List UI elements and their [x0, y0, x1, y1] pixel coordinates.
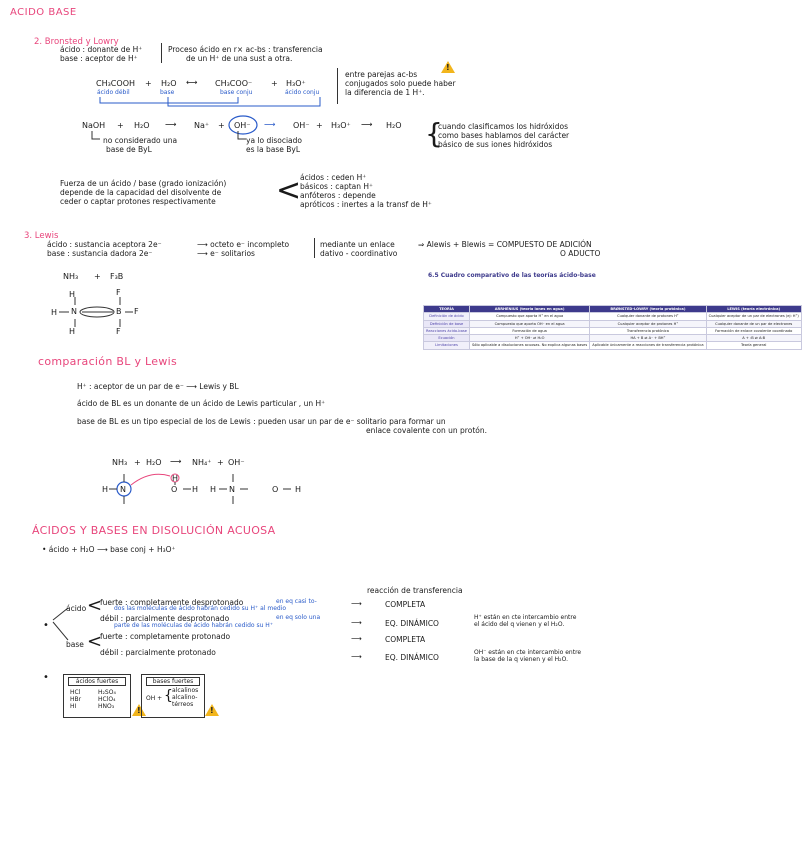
class-amphoteric: anfóteros : depende: [300, 191, 376, 200]
table-row: [424, 327, 802, 334]
note-oh-line1: ya lo disociado: [246, 136, 302, 145]
brace-divider-3: [314, 238, 315, 258]
lewis-adduct-eq: ⇒ Alewis + Blewis = COMPUESTO DE ADICIÓN: [418, 240, 592, 249]
table-cell: Limitaciones: [424, 342, 470, 349]
eq1-label-base: base: [160, 89, 175, 96]
lewis-base-def-b: ⟶ e⁻ solitarios: [197, 249, 255, 258]
table-cell: Compuesto que aporta H⁺ en el agua: [470, 313, 590, 320]
atom-f-top: F: [116, 288, 121, 297]
comparison-table: [423, 305, 802, 350]
table-cell: Cualquier donante de protones H⁺: [590, 313, 706, 320]
lewis-bf3-formula: F₃B: [110, 272, 124, 281]
table-cell: Sólo aplicable a disoluciones acuosas. No explica algunas bases: [470, 342, 590, 349]
table-cell: Teoría general: [706, 342, 801, 349]
strong-acids-title: ácidos fuertes: [68, 677, 126, 686]
brace-divider-2: [337, 68, 338, 104]
table-cell: A + :B ⇌ A:B: [706, 335, 801, 342]
result-dynamic-2: EQ. DINÁMICO: [385, 653, 439, 662]
strength-line3: ceder o captar protones respectivamente: [60, 197, 216, 206]
lewis-acid-def: ácido : sustancia aceptora 2e⁻: [47, 240, 162, 249]
table-cell: H⁺ + OH⁻ ⇌ H₂O: [470, 335, 590, 342]
section-heading-lewis: 3. Lewis: [24, 231, 59, 241]
hydroxides-note-line2: como bases hablamos del carácter: [438, 131, 570, 140]
table-cell: Aplicable únicamente a reacciones de transferencia protónica: [590, 342, 706, 349]
note-na-line2: base de ByL: [106, 145, 152, 154]
table-header: BRØNSTED-LOWRY (teoría protónica): [590, 306, 706, 313]
comp-eq-arrow: ⟶: [170, 457, 182, 466]
lewis-bond-line2: dativo - coordinativo: [320, 249, 398, 258]
lewis-nh3-formula: NH₃: [63, 272, 79, 281]
dynamic-note2-line1: OH⁻ están en cte intercambio entre: [474, 649, 582, 656]
comp-eq-oh: OH⁻: [228, 458, 245, 467]
eq1-arrow: ⟷: [186, 78, 198, 87]
strong-acid: HClO₄: [98, 696, 116, 703]
base-strong: fuerte : completamente protonado: [100, 632, 231, 641]
comparison-line2: ácido de BL es un donante de un ácido de Lewis particular , un H⁺: [77, 399, 326, 408]
table-cell: Compuesto que aporta OH⁻ en el agua: [470, 320, 590, 327]
strength-line2: depende de la capacidad del disolvente de: [60, 188, 222, 197]
table-row: [424, 342, 802, 349]
table-cell: Transferencia protónica: [590, 327, 706, 334]
dynamic-note2-line2: la base de la q vienen y el H₂O.: [474, 656, 568, 663]
bullet: •: [43, 620, 49, 631]
table-cell: HA + B ⇌ A⁻ + BH⁺: [590, 335, 706, 342]
brace-hydroxides: {: [425, 117, 443, 150]
pairs-note-line1: entre parejas ac-bs: [345, 70, 418, 79]
base-brace: <: [87, 631, 103, 652]
lewis-adduct-eq2: O ADUCTO: [560, 249, 601, 258]
warning-icon: [441, 61, 455, 73]
pairs-note-line3: la diferencia de 1 H⁺.: [345, 88, 425, 97]
eq2-arrow2: ⟶: [264, 120, 276, 129]
reaction-header: reacción de transferencia: [367, 586, 463, 595]
result-dynamic-1: EQ. DINÁMICO: [385, 619, 439, 628]
result-complete-1: COMPLETA: [385, 600, 426, 609]
acid-brace: <: [87, 595, 103, 616]
acid-weak: débil : parcialmente desprotonado: [100, 614, 230, 623]
bullet-2: •: [43, 672, 49, 683]
strong-bases-title: bases fuertes: [146, 677, 200, 686]
aqueous-equation: • ácido + H₂O ⟶ base conj + H₃O⁺: [42, 545, 176, 554]
lewis-bond-line1: mediante un enlace: [320, 240, 395, 249]
atom-f-right: F: [134, 307, 139, 316]
class-aprotic: apróticos : inertes a la transf de H⁺: [300, 200, 432, 209]
eq2-hydroxide2: OH⁻: [293, 121, 310, 130]
lewis-acid-def-b: ⟶ octeto e⁻ incompleto: [197, 240, 290, 249]
strong-base-group: térreos: [172, 701, 194, 708]
strong-acid: HCl: [70, 689, 81, 696]
lewis-plus: +: [94, 272, 101, 281]
eq2-water: H₂O: [134, 121, 150, 130]
eq1-acetic-acid: CH₃COOH: [96, 79, 136, 88]
atom-f-bottom: F: [116, 327, 121, 336]
brace-classification: <: [276, 173, 302, 208]
struct-h-nh4-left: H: [210, 485, 217, 494]
bronsted-process-line2: de un H⁺ de una sust a otra.: [186, 54, 293, 63]
table-cell: Formación de enlace covalente coordinado: [706, 327, 801, 334]
eq2-hydroxide: OH⁻: [234, 121, 251, 130]
base-weak: débil : parcialmente protonado: [100, 648, 216, 657]
eq1-label-conj-acid: ácido conju: [285, 89, 320, 96]
eq2-arrow3: ⟶: [361, 120, 373, 129]
strong-bases-oh: OH +: [146, 695, 163, 702]
page-title: ACIDO BASE: [10, 7, 77, 18]
strong-acid: HI: [70, 703, 77, 710]
eq1-hydronium: H₃O⁺: [286, 79, 306, 88]
acid-label: ácido: [66, 604, 87, 613]
table-cell: Formación de agua: [470, 327, 590, 334]
pairs-note-line2: conjugados solo puede haber: [345, 79, 456, 88]
comparison-line4: enlace covalente con un protón.: [366, 426, 487, 435]
class-acids: ácidos : ceden H⁺: [300, 173, 367, 182]
eq2-arrow: ⟶: [165, 120, 177, 129]
lewis-base-def: base : sustancia dadora 2e⁻: [47, 249, 153, 258]
strength-line1: Fuerza de un ácido / base (grado ionización): [60, 179, 227, 188]
table-header: LEWIS (teoría electrónica): [706, 306, 801, 313]
section-heading-aqueous: ÁCIDOS Y BASES EN DISOLUCIÓN ACUOSA: [32, 524, 276, 537]
struct-o-oh: O: [272, 485, 279, 494]
dynamic-note1-line2: el ácido del q vienen y el H₂O.: [474, 621, 565, 628]
atom-h-bottom: H: [69, 327, 76, 336]
comp-eq-nh3: NH₃: [112, 458, 128, 467]
strong-bases-box: [141, 674, 205, 718]
strong-acid: HNO₃: [98, 703, 115, 710]
eq2-plus2: +: [218, 121, 225, 130]
bronsted-process-line1: Proceso ácido en r× ac-bs : transferencia: [168, 45, 323, 54]
eq1-acetate: CH₃COO⁻: [215, 79, 253, 88]
brace-divider: [161, 43, 162, 63]
atom-h-top: H: [69, 290, 76, 299]
strong-acid: HBr: [70, 696, 82, 703]
eq1-label-weak-acid: ácido débil: [97, 89, 130, 96]
arrow-r2: ⟶: [351, 618, 362, 627]
table-row: [424, 335, 802, 342]
table-cell: Reacciones ácido-base: [424, 327, 470, 334]
acid-strong-note1: en eq casi to-: [276, 598, 317, 605]
table-row: [424, 313, 802, 320]
table-cell: Cualquier donante de un par de electrones: [706, 320, 801, 327]
table-title: 6.5 Cuadro comparativo de las teorías ácido-base: [428, 272, 596, 279]
arrow-r4: ⟶: [351, 652, 362, 661]
arrow-hook-na: [90, 131, 102, 147]
comparison-line1: H⁺ : aceptor de un par de e⁻ ⟶ Lewis y BL: [77, 382, 239, 391]
section-heading-comparison: comparación BL y Lewis: [38, 355, 178, 368]
atom-h-left: H: [51, 308, 58, 317]
eq2-water-product: H₂O: [386, 121, 402, 130]
struct-o: O: [171, 485, 178, 494]
struct-h-left: H: [102, 485, 109, 494]
table-cell: Definición de ácido: [424, 313, 470, 320]
acid-strong-note2: dos las moléculas de ácido habrán cedido su H⁺ al medio: [114, 605, 287, 612]
hydroxides-note-line3: básico de sus iones hidróxidos: [438, 140, 553, 149]
conjugate-pair-brackets: [98, 95, 328, 109]
strong-acids-box: [63, 674, 131, 718]
table-header: ARRHENIUS (teoría iones en agua): [470, 306, 590, 313]
arrow-r1: ⟶: [351, 599, 362, 608]
comp-eq-plus: +: [134, 458, 141, 467]
warning-icon: [205, 704, 219, 716]
note-oh-line2: es la base ByL: [246, 145, 300, 154]
struct-h-o: H: [192, 485, 199, 494]
base-label: base: [66, 640, 84, 649]
hydroxides-note-line1: cuando clasificamos los hidróxidos: [438, 122, 569, 131]
eq2-hydronium: H₃O⁺: [331, 121, 351, 130]
struct-n-nh4: N: [229, 485, 235, 494]
eq1-plus2: +: [271, 79, 278, 88]
table-cell: Ecuación: [424, 335, 470, 342]
note-na-line1: no considerado una: [103, 136, 178, 145]
acid-weak-note1: en eq solo una: [276, 614, 321, 621]
struct-n: N: [120, 485, 126, 494]
strong-bases-brace: {: [164, 688, 173, 704]
atom-b: B: [116, 307, 122, 316]
eq2-naoh: NaOH: [82, 121, 106, 130]
table-header: TEORÍA: [424, 306, 470, 313]
comp-eq-nh4: NH₄⁺: [192, 458, 212, 467]
result-complete-2: COMPLETA: [385, 635, 426, 644]
eq1-plus: +: [145, 79, 152, 88]
section-heading-bronsted: 2. Bronsted y Lowry: [34, 37, 119, 47]
table-row: [424, 320, 802, 327]
acid-weak-note2: parte de las moléculas de ácido habrán cedido su H⁺: [114, 622, 273, 629]
arrow-r3: ⟶: [351, 634, 362, 643]
comparison-line3: base de BL es un tipo especial de los de Lewis : pueden usar un par de e⁻ solitario para formar un: [77, 417, 446, 426]
bronsted-base-def: base : aceptor de H⁺: [60, 54, 138, 63]
eq1-water: H₂O: [161, 79, 177, 88]
struct-h-oh: H: [295, 485, 302, 494]
comp-eq-water: H₂O: [146, 458, 162, 467]
lewis-adduct-structure: [45, 285, 165, 355]
table-cell: Cualquier aceptor de protones H⁺: [590, 320, 706, 327]
table-cell: Definición de base: [424, 320, 470, 327]
eq1-label-conj-base: base conju: [220, 89, 253, 96]
strong-acid: H₂SO₄: [98, 689, 116, 696]
atom-n: N: [71, 307, 77, 316]
dynamic-note1-line1: H⁺ están en cte intercambio entre: [474, 614, 577, 621]
strong-base-group: alcalinos: [172, 687, 199, 694]
eq2-plus: +: [117, 121, 124, 130]
struct-h-top: H: [172, 474, 179, 483]
acid-strong: fuerte : completamente desprotonado: [100, 598, 244, 607]
comp-eq-plus2: +: [217, 458, 224, 467]
bronsted-acid-def: ácido : donante de H⁺: [60, 45, 143, 54]
strong-base-group: alcalino-: [172, 694, 198, 701]
eq2-sodium: Na⁺: [194, 121, 210, 130]
class-basics: básicos : captan H⁺: [300, 182, 374, 191]
table-cell: Cualquier aceptor de un par de electrones (ej: H⁺): [706, 313, 801, 320]
eq2-plus3: +: [316, 121, 323, 130]
